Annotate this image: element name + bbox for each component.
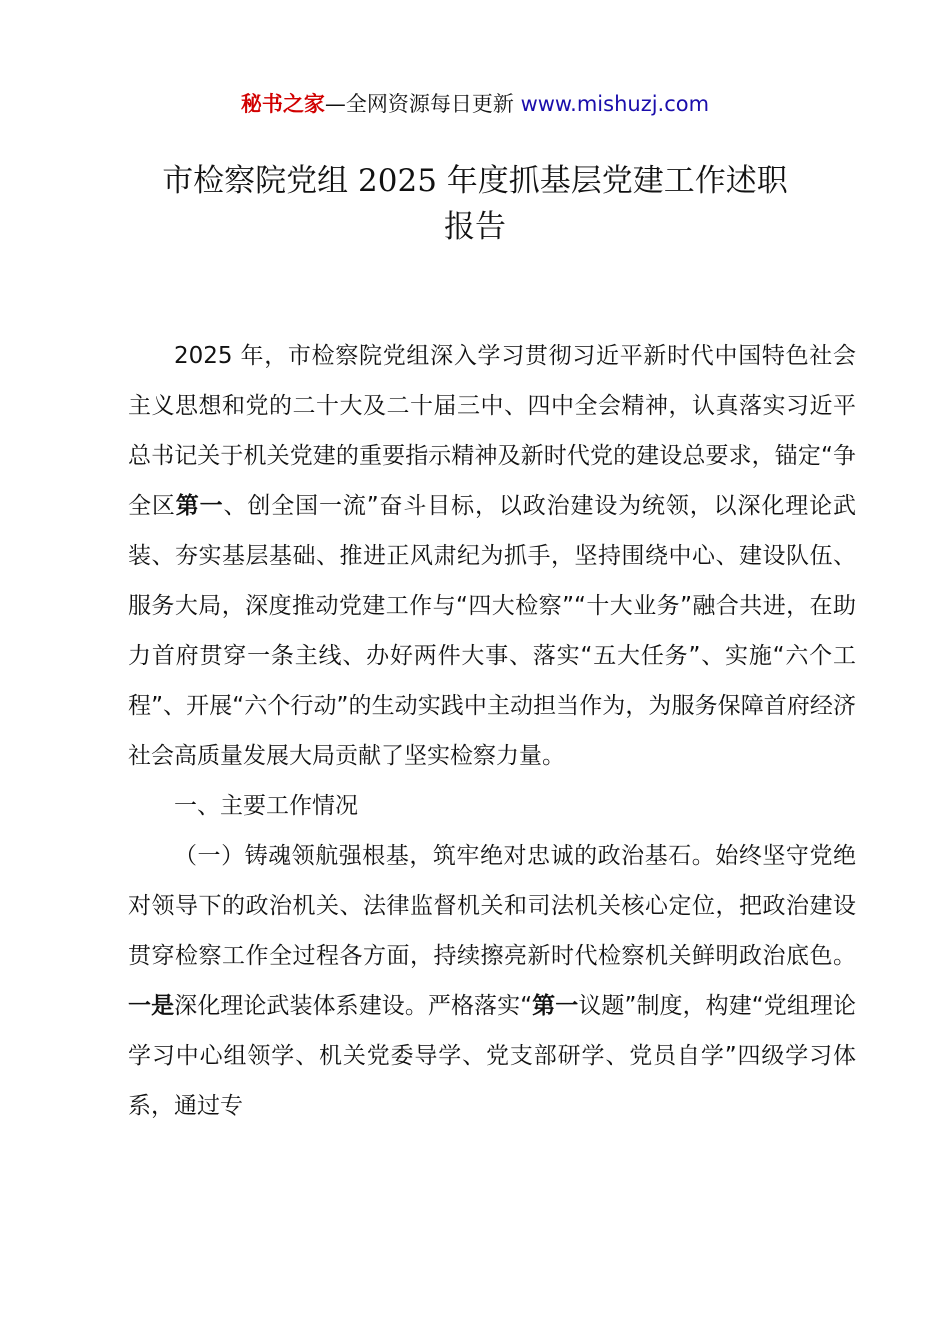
site-tagline: —全网资源每日更新 [324,92,521,116]
subsection-paragraph: （一）铸魂领航强根基，筑牢绝对忠诚的政治基石。始终坚守党绝对领导下的政治机关、法律监督机关和司法机关核心定位，把政治建设贯穿检察工作全过程各方面，持续擦亮新时代检察机关鲜明政治底色。一是深化理论武装体系建设。严格落实“第一议题”制度，构建“党组理论学习中心组领学、机关党委导学、党支部研学、党员自学”四级学习体系，通过专 [128,843,856,1119]
title-line-1: 市检察院党组 2025 年度抓基层党建工作述职 [162,163,788,199]
emphasis-text: 一是 [128,993,175,1019]
document-title [100,158,850,250]
emphasis-text: 第一 [175,493,224,519]
section-heading: 一、主要工作情况 [174,793,358,819]
intro-paragraph: 2025 年，市检察院党组深入学习贯彻习近平新时代中国特色社会主义思想和党的二十大及二十届三中、四中全会精神，认真落实习近平总书记关于机关党建的重要指示精神及新时代党的建设总要求，锚定“争全区第一、创全国一流”奋斗目标，以政治建设为统领，以深化理论武装、夯实基层基础、推进正风肃纪为抓手，坚持围绕中心、建设队伍、服务大局，深度推动党建工作与“四大检察”“十大业务”融合共进，在助力首府贯穿一条主线、办好两件大事、落实“五大任务”、实施“六个工程”、开展“六个行动”的生动实践中主动担当作为，为服务保障首府经济社会高质量发展大局贡献了坚实检察力量。 [128,343,857,769]
site-brand: 秘书之家 [240,92,325,116]
emphasis-text: 第一 [532,993,579,1019]
title-line-2: 报告 [444,209,506,245]
document-body [128,331,856,1131]
site-url-link[interactable]: www.mishuzj.com [520,92,710,116]
site-header [0,88,950,120]
